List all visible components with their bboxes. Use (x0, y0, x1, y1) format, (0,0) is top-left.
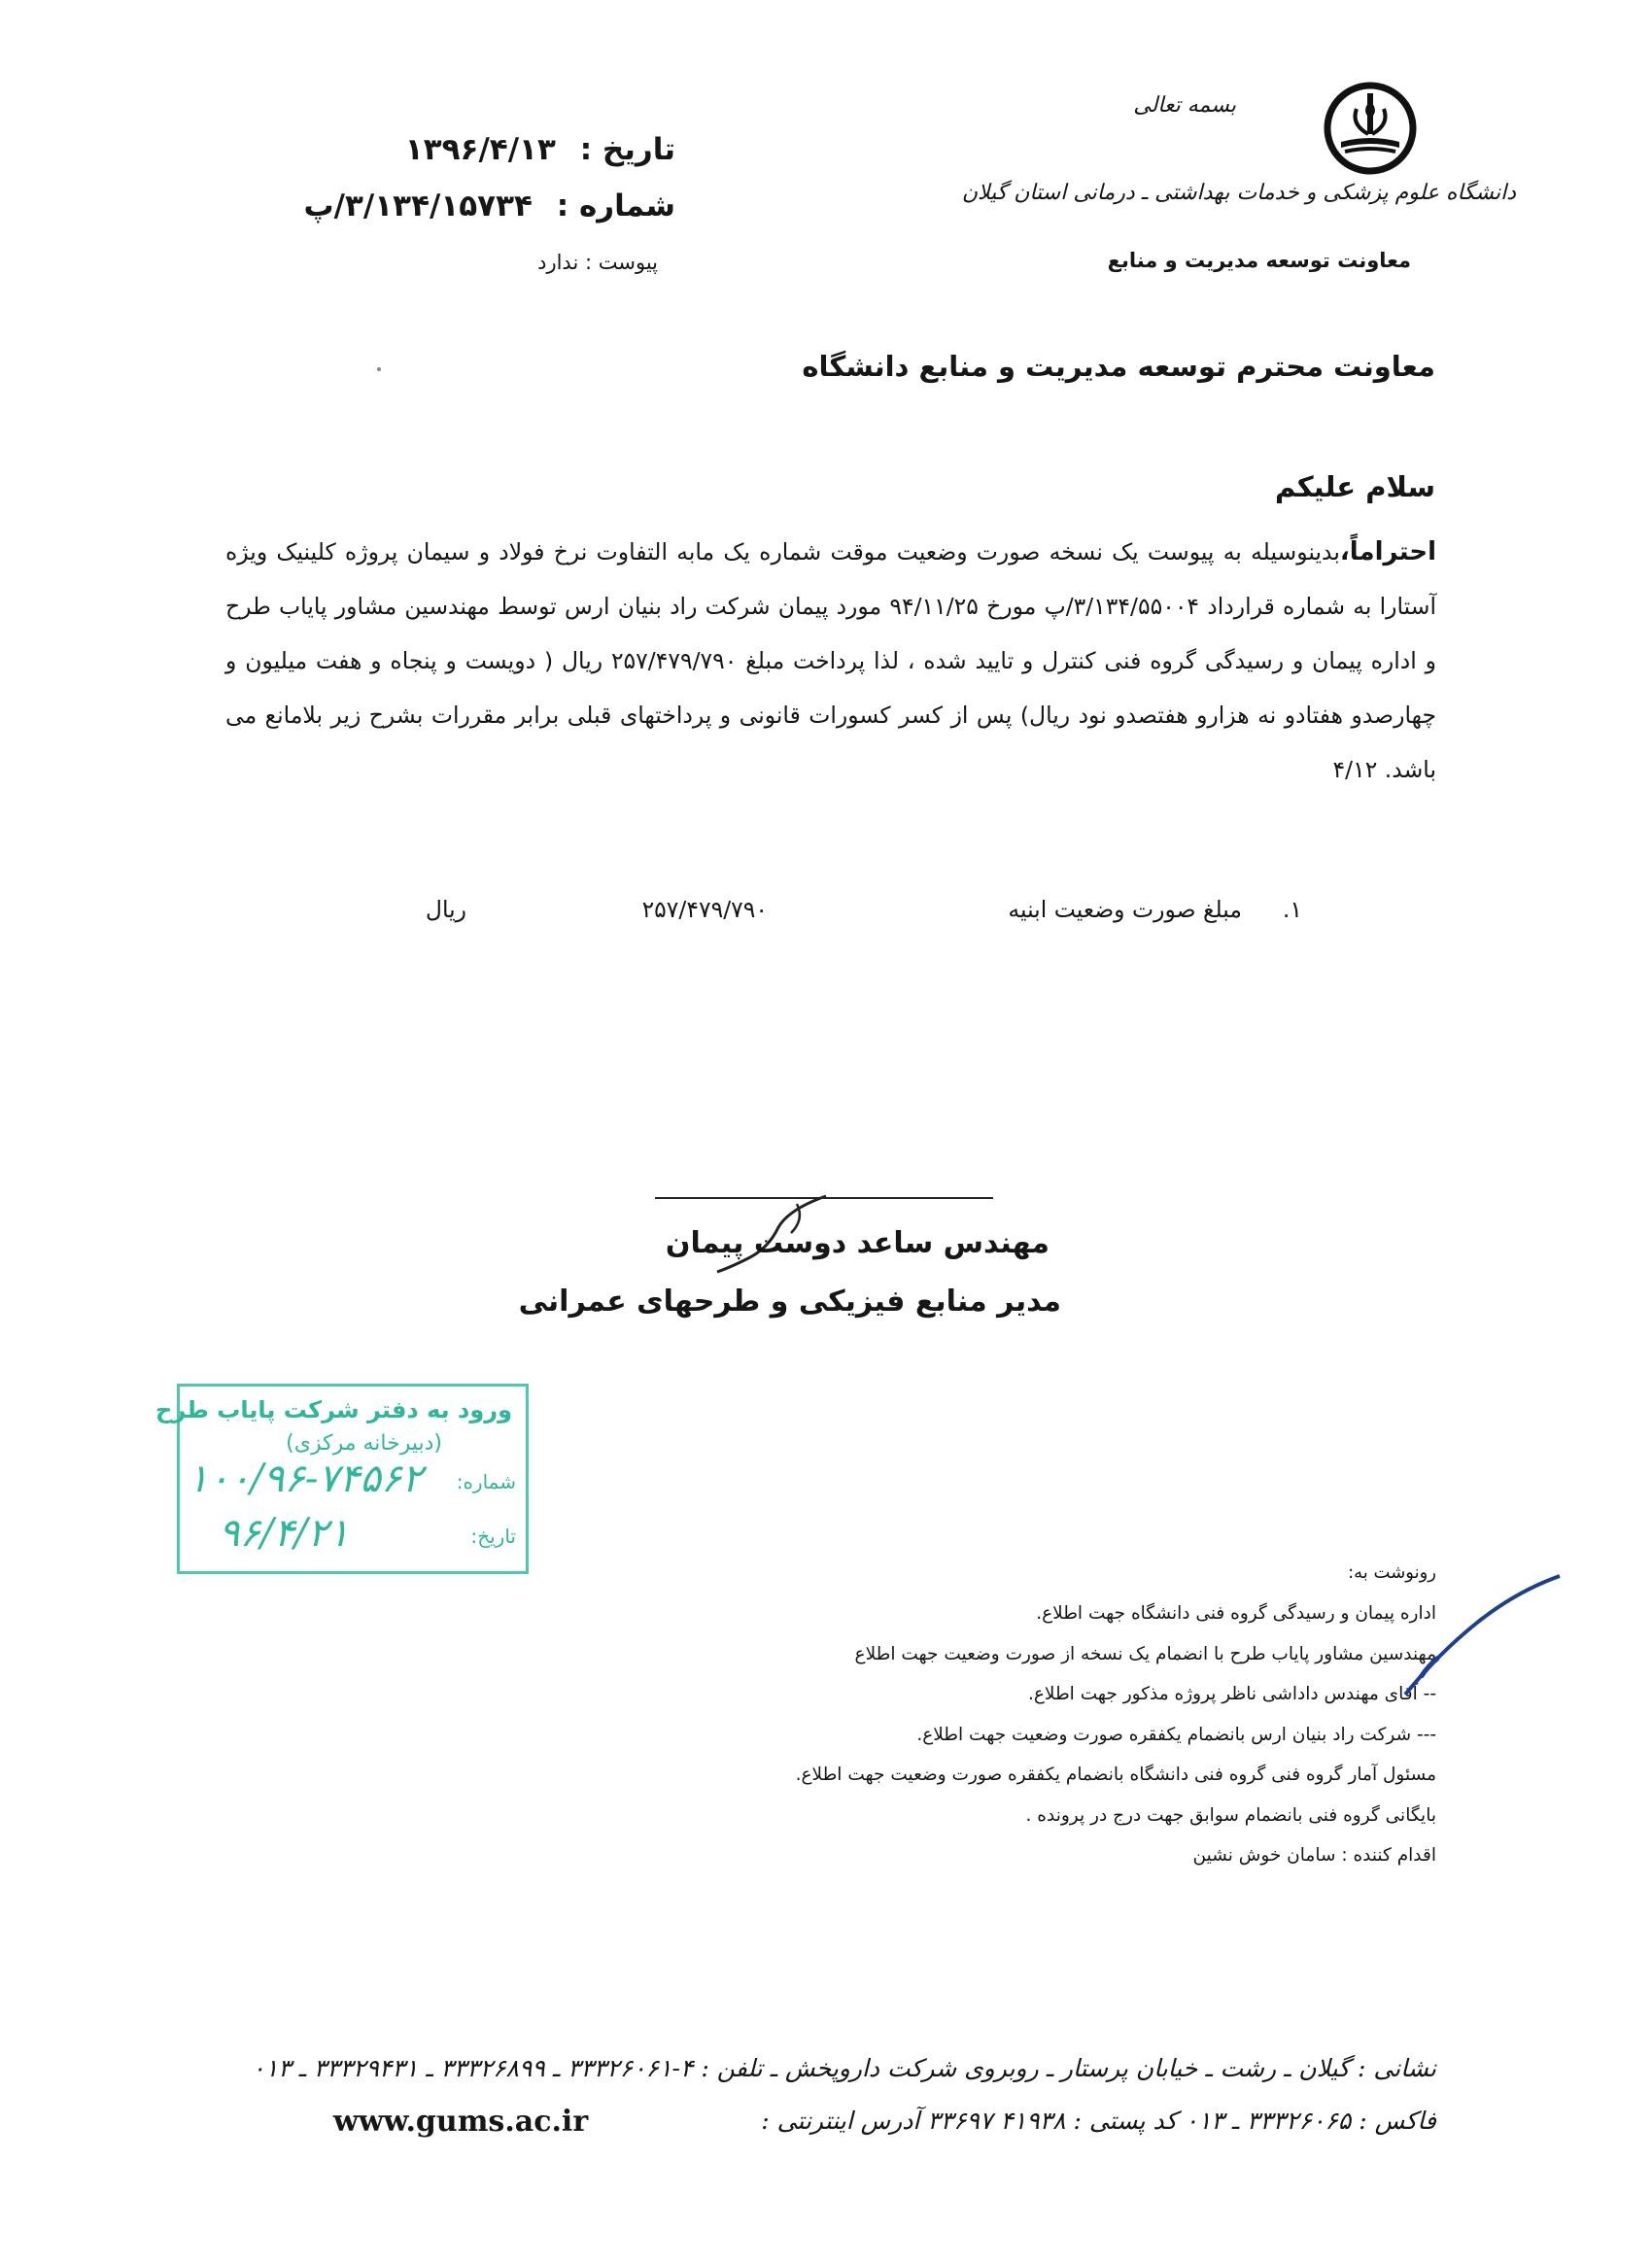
letter-body-text: بدینوسیله به پیوست یک نسخه صورت وضعیت موقت شماره یک مابه التفاوت نرخ فولاد و سیمان پروژه کلینیک ویژه آستارا به شماره قرارداد ۳/۱۳۴/۵۵۰۰۴/پ مورخ ۹۴/۱۱/۲۵ مورد پیمان شرکت راد بنیان ارس توسط مهندسین مشاور پایاب طرح و اداره پیمان و رسیدگی گروه فنی کنترل و تایید شده ، لذا پرداخت مبلغ ۲۵۷/۴۷۹/۷۹۰ ریال ( دویست و پنجاه و هفت میلیون و چهارصدو هفتادو نه هزارو هفتصدو نود ریال) پس از کسر کسورات قانونی و پرداختهای قبلی برابر مقررات بشرح زیر بلامانع می باشد. ۴/۱۲ (225, 538, 1436, 783)
cc-heading: رونوشت به: (1348, 1562, 1436, 1583)
attachment-value: ندارد (537, 251, 579, 274)
pen-checkmark (1399, 1572, 1565, 1698)
bismillah: بسمه تعالی (1133, 93, 1236, 118)
stamp-subtitle: (دبیرخانه مرکزی) (286, 1431, 442, 1456)
cc-item: اداره پیمان و رسیدگی گروه فنی دانشگاه جهت اطلاع. (1036, 1603, 1436, 1624)
footer-website-link[interactable]: www.gums.ac.ir (333, 2105, 589, 2139)
signatory-name: مهندس ساعد دوست پیمان (665, 1226, 1050, 1260)
cc-list (796, 1594, 1436, 1876)
attachment-label: پیوست : (585, 251, 658, 274)
paper-speck (377, 367, 381, 371)
stamp-date-value: ۹۶/۴/۲۱ (219, 1511, 350, 1556)
number-row (304, 188, 675, 223)
item-unit: ریال (425, 896, 466, 923)
stamp-number-label: شماره: (456, 1470, 516, 1493)
footer-fax-postal: فاکس : ۳۳۳۲۶۰۶۵ ـ ۰۱۳ کد پستی : ۴۱۹۳۸ ۳۳۶۹۷ آدرس اینترنتی : (761, 2107, 1436, 2135)
date-value: ۱۳۹۶/۴/۱۳ (404, 132, 556, 167)
university-emblem-icon (1322, 80, 1419, 177)
recipient: معاونت محترم توسعه مدیریت و منابع دانشگاه (802, 350, 1435, 383)
date-label: تاریخ : (579, 132, 675, 167)
signatory-title: مدیر منابع فیزیکی و طرحهای عمرانی (518, 1285, 1061, 1319)
letter-body (225, 525, 1436, 797)
date-row (405, 132, 675, 167)
item-amount: ۲۵۷/۴۷۹/۷۹۰ (641, 896, 768, 923)
university-name: دانشگاه علوم پزشکی و خدمات بهداشتی ـ درمانی استان گیلان (961, 181, 1516, 205)
number-label: شماره : (556, 188, 675, 223)
vice-chancellery-header: معاونت توسعه مدیریت و منابع (1107, 249, 1411, 272)
cc-item: مهندسین مشاور پایاب طرح با انضمام یک نسخه از صورت وضعیت جهت اطلاع (854, 1643, 1436, 1664)
stamp-date-label: تاریخ: (470, 1525, 516, 1548)
letter-lead: احتراماً، (1339, 537, 1436, 566)
cc-item: --- شرکت راد بنیان ارس بانضمام یکفقره صورت وضعیت جهت اطلاع. (916, 1724, 1436, 1745)
receipt-stamp (155, 1384, 529, 1574)
item-number: ۱. (1282, 896, 1302, 923)
attachment-row (537, 251, 658, 274)
item-label: مبلغ صورت وضعیت ابنیه (1008, 896, 1242, 923)
salutation: سلام علیکم (1275, 470, 1435, 503)
cc-item: بایگانی گروه فنی بانضمام سوابق جهت درج در پرونده . (1025, 1804, 1436, 1826)
number-value: ۳/۱۳۴/۱۵۷۳۴/پ (303, 188, 533, 223)
stamp-number-value: ۱۰۰/۹۶-۷۴۵۶۲ (188, 1457, 423, 1501)
cc-item: مسئول آمار گروه فنی گروه فنی دانشگاه بانضمام یکفقره صورت وضعیت جهت اطلاع. (795, 1765, 1436, 1785)
cc-item: -- آقای مهندس داداشی ناظر پروژه مذکور جهت اطلاع. (1028, 1684, 1436, 1704)
footer-address: نشانی : گیلان ـ رشت ـ خیابان پرستار ـ روبروی شرکت داروپخش ـ تلفن : ۴-۳۳۳۲۶۰۶۱ ـ ۳۳۳۲۶۸۹۹ ـ ۳۳۳۲۹۴۳۱ ـ ۰۱۳ (252, 2054, 1436, 2082)
cc-item: اقدام کننده : سامان خوش نشین (1192, 1845, 1436, 1866)
stamp-title: ورود به دفتر شرکت پایاب طرح (155, 1396, 512, 1423)
